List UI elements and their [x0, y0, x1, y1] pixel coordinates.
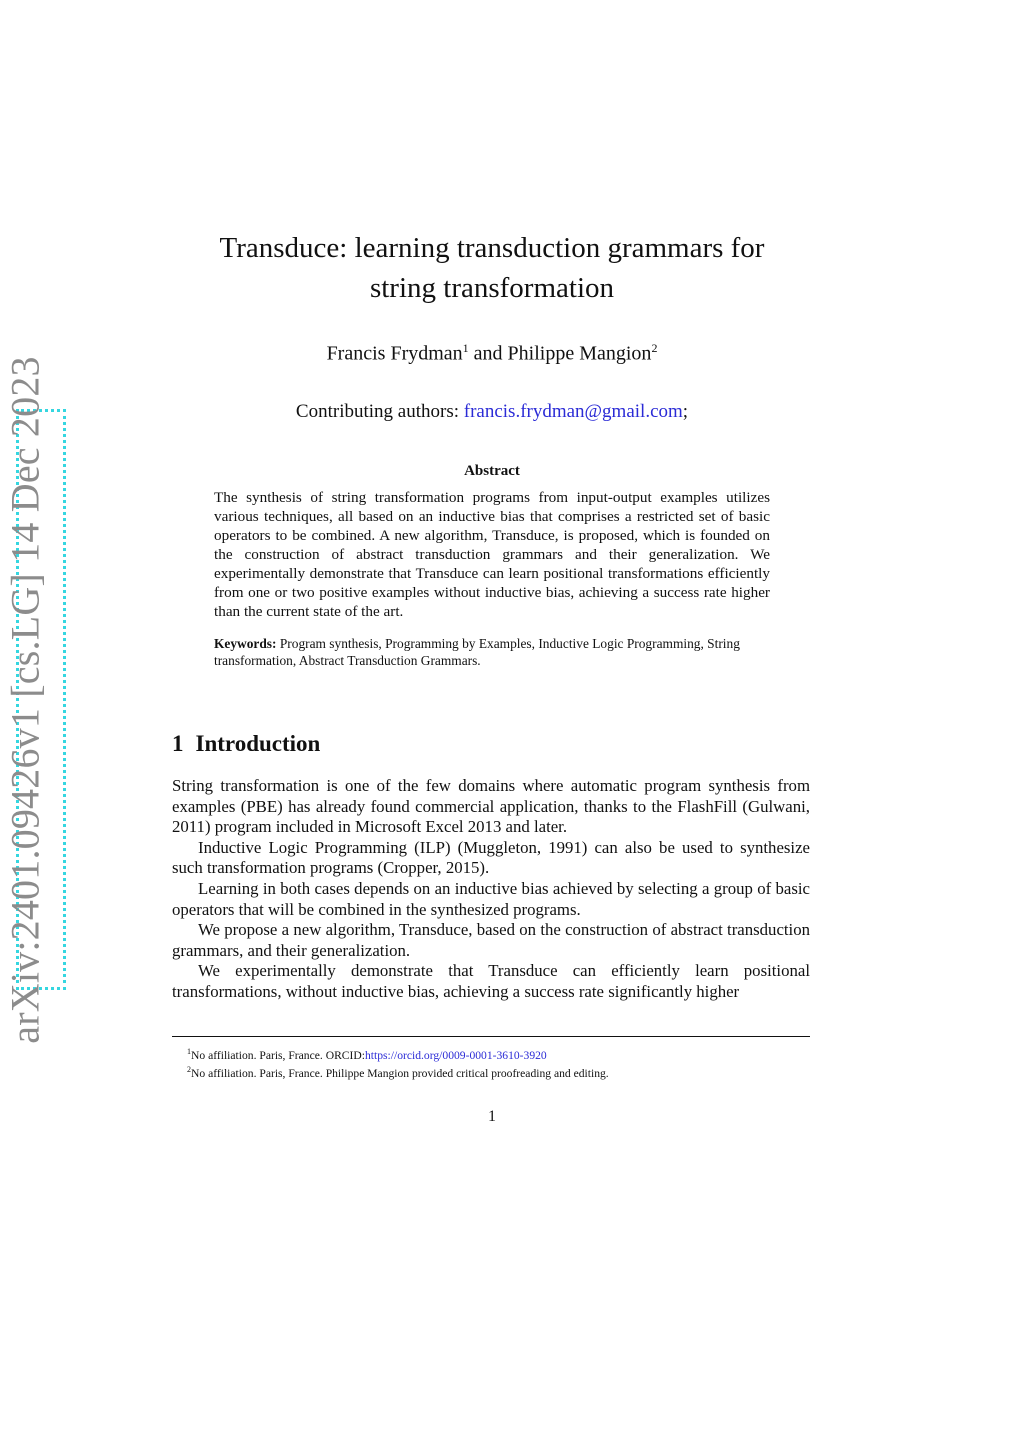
paragraph: We propose a new algorithm, Transduce, based on the construction of abstract transduction grammars, and their generalization.	[172, 920, 810, 960]
author-list	[160, 335, 824, 367]
page-number: 1	[488, 1108, 496, 1125]
footnote-text: No affiliation. Paris, France. Philippe Mangion provided critical proofreading and editing.	[191, 1067, 609, 1081]
paper-title-line-2: string transformation	[369, 272, 615, 304]
contributing-label: Contributing authors:	[295, 401, 459, 422]
affiliation-mark: 1	[462, 341, 469, 355]
footnote-mark: 1	[187, 1047, 191, 1056]
footnote-divider	[172, 1036, 810, 1037]
footnotes	[187, 1045, 810, 1082]
abstract-heading: Abstract	[464, 463, 520, 479]
footnote	[187, 1063, 810, 1081]
contributing-trailer: ;	[682, 401, 689, 422]
abstract-text: The synthesis of string transformation programs from input-output examples utilizes various techniques, all based on an inductive bias that comprises a restricted set of basic operators to be combined. A new algorithm, Transduce, is proposed, which is founded on the construction of abstract transduction grammars and their generalization. We experimentally demonstrate that Transduce can learn positional transformations efficiently from one or two positive examples without inductive bias, achieving a success rate higher than the current state of the art.	[214, 489, 770, 620]
footnote-text: No affiliation. Paris, France. ORCID:	[191, 1048, 365, 1062]
author-name: Philippe Mangion	[507, 342, 652, 365]
paper-title	[160, 228, 824, 308]
paper-title-line-1: Transduce: learning transduction grammars for	[219, 232, 765, 264]
footnote-mark: 2	[187, 1065, 191, 1075]
author-conjunction: and	[473, 342, 503, 365]
keywords-text: Program synthesis, Programming by Examples, Inductive Logic Programming, String transformation, Abstract Transduction Grammars.	[214, 636, 740, 668]
section-body	[172, 776, 810, 1003]
affiliation-mark: 2	[651, 341, 658, 355]
author-name: Francis Frydman	[326, 342, 463, 365]
footnote	[187, 1045, 810, 1063]
paragraph: We experimentally demonstrate that Transduce can efficiently learn positional transformations, without inductive bias, achieving a success rate significantly higher	[172, 961, 810, 1001]
paragraph: Learning in both cases depends on an inductive bias achieved by selecting a group of basic operators that will be combined in the synthesized programs.	[172, 878, 810, 919]
keywords	[214, 636, 770, 669]
orcid-link[interactable]: https://orcid.org/0009-0001-3610-3920	[365, 1048, 547, 1062]
paragraph: String transformation is one of the few domains where automatic program synthesis from examples (PBE) has already found commercial application, thanks to the FlashFill (Gulwani, 2011) program included in Microsoft Excel 2013 and later.	[172, 776, 810, 837]
arxiv-identifier[interactable]: arXiv:2401.09426v1 [cs.LG] 14 Dec 2023	[2, 356, 48, 1044]
keywords-label: Keywords:	[214, 636, 277, 651]
contributing-authors	[160, 399, 824, 425]
section-number: 1	[172, 731, 184, 756]
section-heading	[172, 731, 320, 757]
paragraph: Inductive Logic Programming (ILP) (Muggleton, 1991) can also be used to synthesize such transformation programs (Cropper, 2015).	[172, 837, 810, 878]
section-title: Introduction	[195, 731, 321, 756]
email-link[interactable]: francis.frydman@gmail.com	[463, 401, 683, 422]
